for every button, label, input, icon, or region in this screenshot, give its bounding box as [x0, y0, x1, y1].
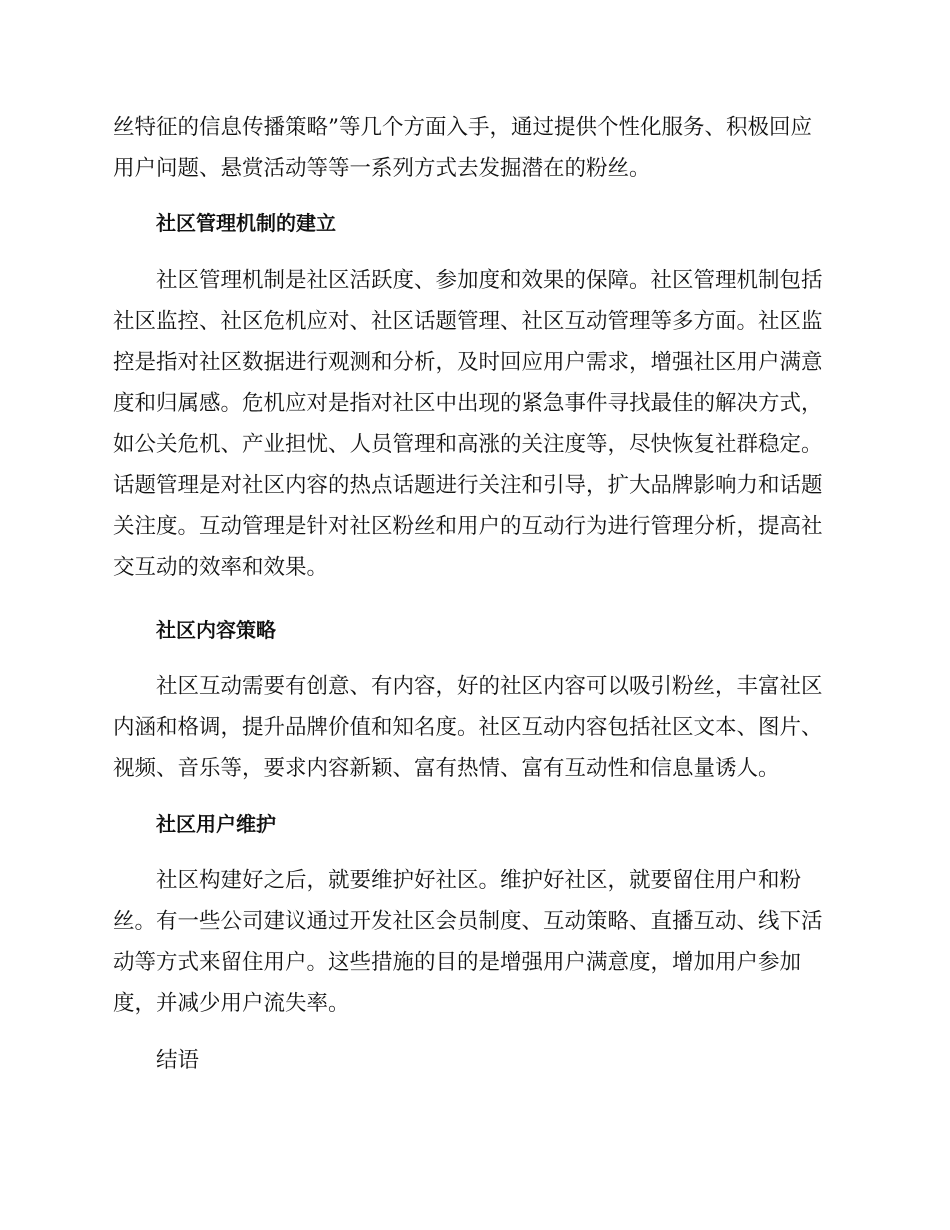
intro-paragraph: [113, 107, 837, 189]
management-paragraph: [113, 260, 837, 588]
paragraph-line: 社区监控、社区危机应对、社区话题管理、社区互动管理等多方面。社区监: [113, 309, 823, 334]
paragraph-line: 丝。有一些公司建议通过开发社区会员制度、互动策略、直播互动、线下活: [113, 909, 823, 934]
paragraph-line: 控是指对社区数据进行观测和分析，及时回应用户需求，增强社区用户满意: [113, 350, 823, 375]
paragraph-line: 社区管理机制是社区活跃度、参加度和效果的保障。社区管理机制包括: [156, 268, 823, 293]
paragraph-line: 丝特征的信息传播策略”等几个方面入手，通过提供个性化服务、积极回应: [113, 115, 812, 140]
paragraph-line: 内涵和格调，提升品牌价值和知名度。社区互动内容包括社区文本、图片、: [113, 715, 823, 740]
section-heading-management: 社区管理机制的建立: [156, 211, 336, 235]
paragraph-line: 如公关危机、产业担忧、人员管理和高涨的关注度等，尽快恢复社群稳定。: [113, 432, 823, 457]
paragraph-line: 社区构建好之后，就要维护好社区。维护好社区，就要留住用户和粉: [156, 868, 802, 893]
paragraph-line: 交互动的效率和效果。: [113, 555, 329, 580]
paragraph-line: 动等方式来留住用户。这些措施的目的是增强用户满意度，增加用户参加: [113, 950, 802, 975]
paragraph-line: 视频、音乐等，要求内容新颖、富有热情、富有互动性和信息量诱人。: [113, 756, 780, 781]
users-paragraph: [113, 860, 837, 1024]
paragraph-line: 话题管理是对社区内容的热点话题进行关注和引导，扩大品牌影响力和话题: [113, 473, 823, 498]
paragraph-line: 度和归属感。危机应对是指对社区中出现的紧急事件寻找最佳的解决方式，: [113, 391, 823, 416]
content-paragraph: [113, 666, 837, 789]
section-heading-content: 社区内容策略: [156, 618, 276, 642]
paragraph-line: 关注度。互动管理是针对社区粉丝和用户的互动行为进行管理分析，提高社: [113, 514, 823, 539]
paragraph-line: 用户问题、悬赏活动等等一系列方式去发掘潜在的粉丝。: [113, 156, 651, 181]
paragraph-line: 度，并减少用户流失率。: [113, 991, 350, 1016]
section-heading-users: 社区用户维护: [156, 812, 276, 836]
paragraph-line: 社区互动需要有创意、有内容，好的社区内容可以吸引粉丝，丰富社区: [156, 674, 823, 699]
conclusion-label: 结语: [156, 1048, 200, 1073]
